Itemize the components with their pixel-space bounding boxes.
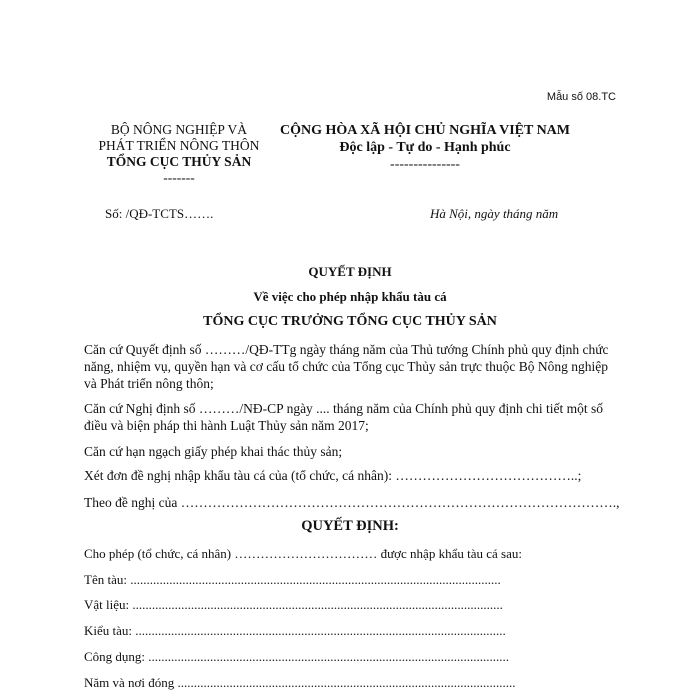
document-subject: Về việc cho phép nhập khẩu tàu cá [253,289,447,304]
national-header [275,122,575,173]
issuing-authority: TỔNG CỤC TRƯỞNG TỔNG CỤC THỦY SẢN [203,314,497,329]
document-number: Số: /QĐ-TCTS……. [105,206,214,221]
national-motto: Độc lập - Tự do - Hạnh phúc [339,140,511,155]
vessel-purpose-field: Công dụng: ............................................................................................................... [84,649,510,664]
legal-basis-paragraph: Căn cứ hạn ngạch giấy phép khai thác thủy sản; [84,444,343,459]
motto-divider: --------------- [390,157,460,172]
legal-basis-paragraph: Căn cứ Quyết định số ………/QĐ-TTg ngày tháng năm của Thủ tướng Chính phủ quy định chức năng, nhiệm vụ, quyền hạn và cơ cấu tổ chức của Tổng cục Thủy sản trực thuộc Bộ Nông nghiệp và Phát triển nông thôn; [84,342,609,391]
agency-name: TỔNG CỤC THỦY SẢN [106,154,252,169]
application-paragraph: Xét đơn đề nghị nhập khẩu tàu cá của (tổ chức, cá nhân): …………………………………..; [84,468,582,483]
place-date: Hà Nội, ngày tháng năm [430,206,559,221]
agency-header [84,122,274,186]
build-year-place-field: Năm và nơi đóng ........................................................................................................ [84,675,516,690]
vessel-name-field: Tên tàu: .................................................................................................................. [84,572,501,587]
document-title: QUYẾT ĐỊNH [308,264,392,279]
vessel-type-field: Kiểu tàu: .................................................................................................................. [84,623,506,638]
decision-heading: QUYẾT ĐỊNH: [301,518,399,534]
vessel-material-field: Vật liệu: .................................................................................................................. [84,597,503,612]
ministry-line-1: BỘ NÔNG NGHIỆP VÀ [110,122,248,137]
form-number: Mẫu số 08.TC [546,91,616,103]
proposal-paragraph: Theo đề nghị của ……………………………………………………………………………………., [84,495,620,510]
ministry-line-2: PHÁT TRIỂN NÔNG THÔN [98,138,260,153]
permit-line: Cho phép (tổ chức, cá nhân) …………………………… được nhập khẩu tàu cá sau: [84,546,522,561]
country-name: CỘNG HÒA XÃ HỘI CHỦ NGHĨA VIỆT NAM [279,123,570,138]
agency-divider: ------- [163,170,195,185]
legal-basis-paragraph: Căn cứ Nghị định số ………/NĐ-CP ngày .... tháng năm của Chính phủ quy định chi tiết một số điều và biện pháp thi hành Luật Thủy sản năm 2017; [84,401,604,433]
